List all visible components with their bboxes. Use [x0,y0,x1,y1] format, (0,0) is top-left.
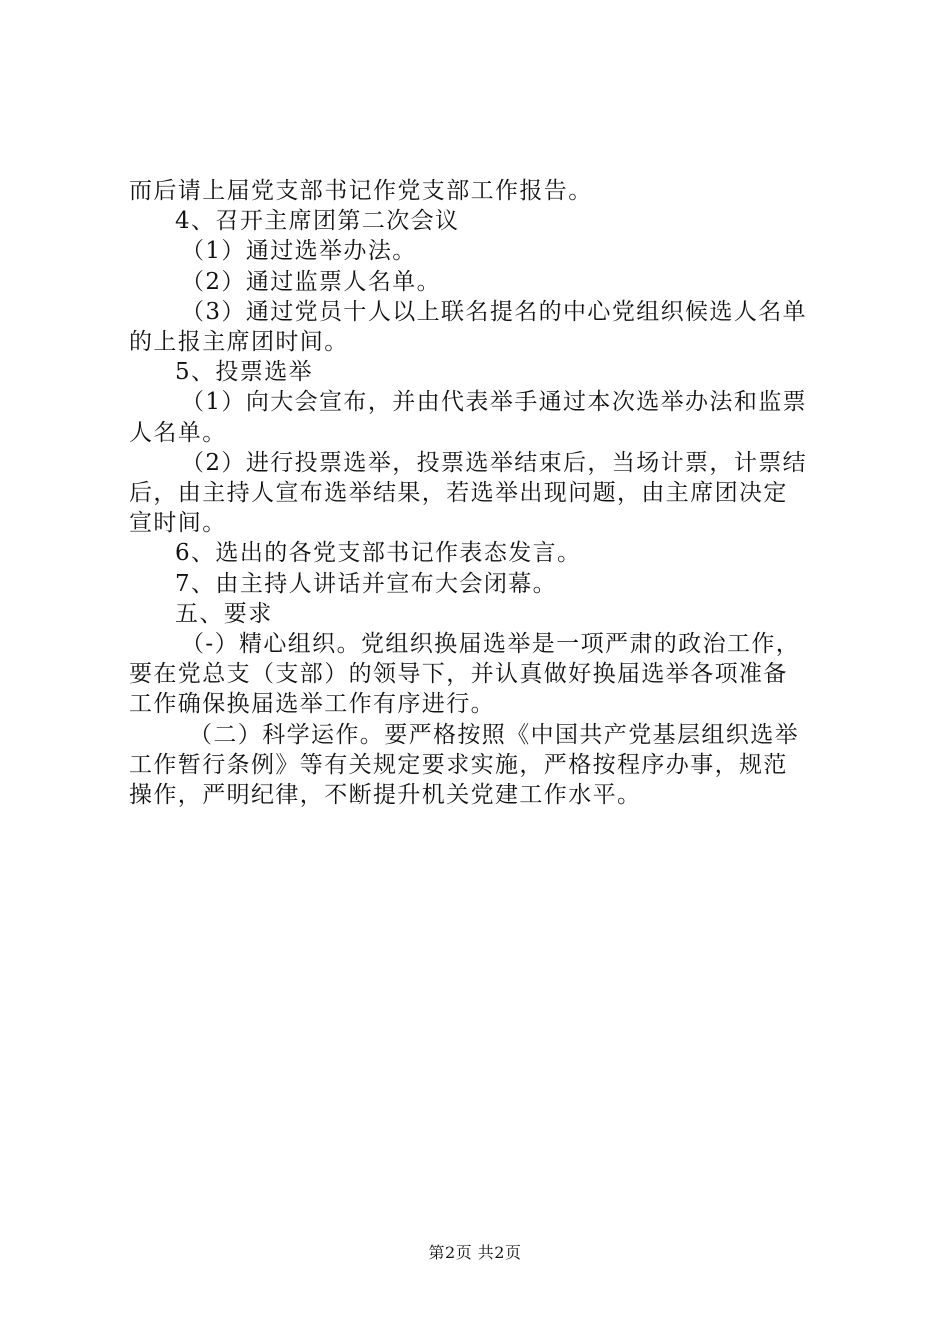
text-line: 要在党总支（支部）的领导下，并认真做好换届选举各项准备 [129,661,788,688]
text-line: 人名单。 [129,419,227,446]
list-item: （1）通过选举办法。 [181,238,417,265]
list-item: （3）通过党员十人以上联名提名的中心党组织候选人名单 [181,298,808,325]
list-item: （2）通过监票人名单。 [181,268,442,295]
page-number-footer: 第2页 共2页 [428,1243,522,1262]
list-item: （2）进行投票选举，投票选举结束后，当场计票，计票结 [181,449,808,476]
section-heading-requirements: 五、要求 [175,600,273,627]
list-item: （1）向大会宣布，并由代表举手通过本次选举办法和监票 [181,389,808,416]
document-body [129,176,831,810]
text-line: 的上报主席团时间。 [129,329,349,356]
text-line: 工作确保换届选举工作有序进行。 [129,691,495,718]
section-heading-4: 4、召开主席团第二次会议 [175,208,460,235]
section-heading-6: 6、选出的各党支部书记作表态发言。 [175,540,582,567]
text-line: 工作暂行条例》等有关规定要求实施，严格按程序办事，规范 [129,751,788,778]
text-line: 后，由主持人宣布选举结果，若选举出现问题，由主席团决定 [129,480,788,507]
list-item: （二）科学运作。要严格按照《中国共产党基层组织选举 [189,721,799,748]
section-heading-5: 5、投票选举 [175,359,314,386]
section-heading-7: 7、由主持人讲话并宣布大会闭幕。 [175,570,558,597]
text-line: 宣时间。 [129,510,227,537]
text-line: 操作，严明纪律，不断提升机关党建工作水平。 [129,782,642,809]
list-item: （-）精心组织。党组织换届选举是一项严肃的政治工作， [181,631,801,658]
text-line: 而后请上届党支部书记作党支部工作报告。 [129,178,593,204]
